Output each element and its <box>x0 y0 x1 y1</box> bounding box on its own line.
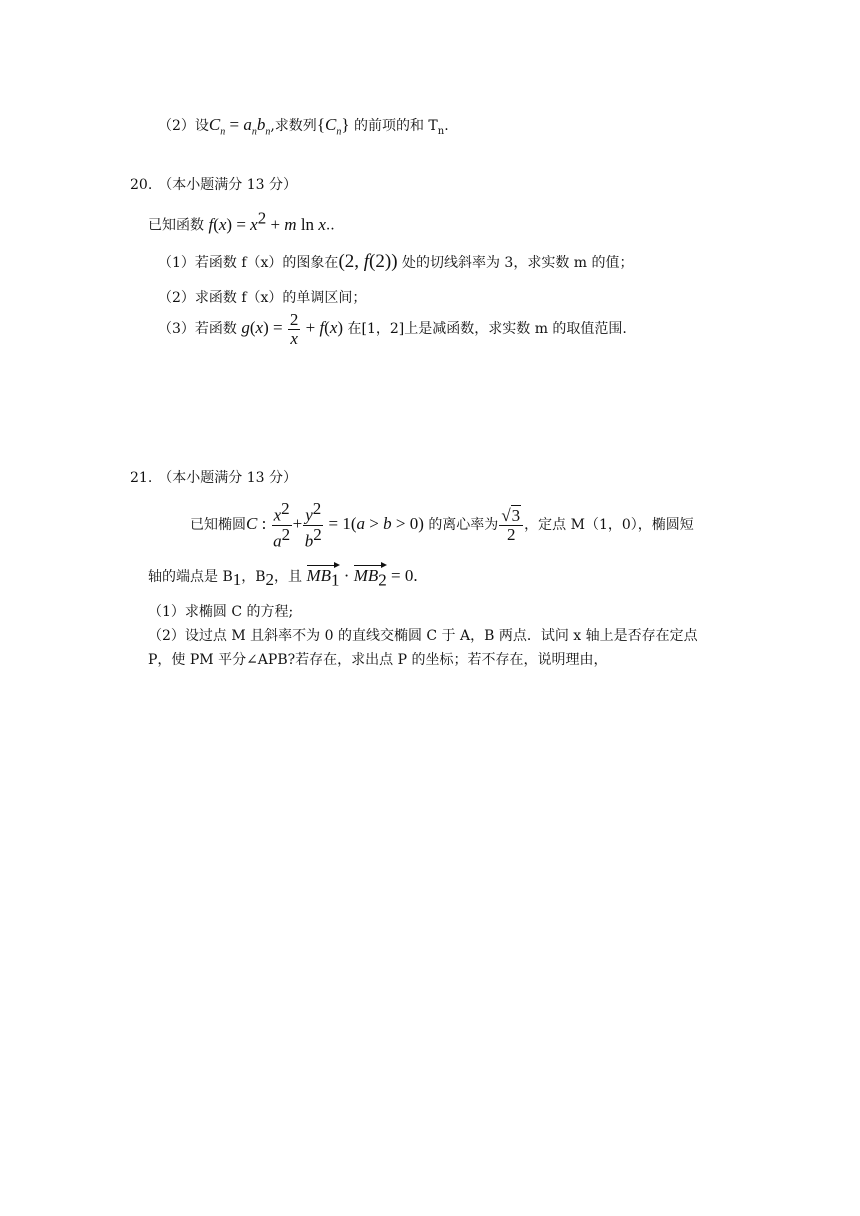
q19-part2-end: . <box>444 118 449 134</box>
q20-part1 <box>158 252 634 273</box>
q19-part2-formula: $C_n = a_nb_n$ <box>208 115 271 138</box>
q21-part2-line1 <box>148 626 698 646</box>
q21-line2-mid: ，B <box>241 569 266 585</box>
q21-frac-y: $\frac{y^2}{b^2}$ <box>304 499 322 551</box>
q20-p2-text: （2）求函数 f（x）的单调区间； <box>158 290 367 306</box>
q21-frac-x: $\frac{x^2}{a^2}$ <box>273 499 291 551</box>
q19-part2-sub: n <box>437 125 445 137</box>
q20-number: 20. <box>130 177 153 193</box>
q21-stem-suffix: ，定点 M（1，0），椭圆短 <box>524 517 694 534</box>
q20-p1-point: (2, f(2)) <box>338 251 398 272</box>
q21-stem-mid: 的离心率为 <box>428 517 499 534</box>
q19-part2-suffix: 的前项的和 T <box>353 118 438 134</box>
q20-p3-suffix: 在[1，2]上是减函数，求实数 m 的取值范围. <box>347 321 627 337</box>
q21-header <box>130 468 297 488</box>
q20-header-text: （本小题满分 13 分） <box>158 177 297 193</box>
q21-vector-equation: $MB_1 \cdot MB_2 = 0$. <box>306 566 418 590</box>
q21-number: 21. <box>130 470 153 486</box>
q21-line2-prefix: 轴的端点是 B <box>148 569 233 585</box>
q21-p2-line2-text: P，使 PM 平分∠APB?若存在，求出点 P 的坐标；若不存在，说明理由， <box>148 652 608 668</box>
q20-header <box>130 175 297 195</box>
q20-p3-prefix: （3）若函数 <box>158 321 237 337</box>
q20-part2 <box>158 288 366 308</box>
q20-stem <box>148 208 335 236</box>
q20-stem-end: .. <box>325 217 335 234</box>
q19-part2 <box>158 115 449 142</box>
q20-p3-fraction: $\frac{2}{x}$ <box>289 309 299 348</box>
q21-ellipse-formula: C : $\frac{x^2}{a^2}$ + $\frac{y^2}{b^2}$ = 1(a > b > 0) <box>246 499 424 551</box>
q21-header-text: （本小题满分 13 分） <box>158 470 297 486</box>
q21-line2-suffix: ，且 <box>274 569 303 585</box>
q20-part3 <box>158 307 627 350</box>
q21-stem <box>190 500 694 550</box>
q21-stem-prefix: 已知椭圆 <box>190 517 246 534</box>
q21-line2: 轴的端点是 $B_1$，$B_2$，且 $MB_1 \cdot MB_2 = 0$. <box>148 566 418 590</box>
q19-part2-seq: $\{C_n\}$ <box>316 115 350 138</box>
q20-stem-formula: $f(x) = x^2 + m$ ln x <box>208 208 326 234</box>
q21-part1 <box>148 602 293 622</box>
q21-p2-line1-text: （2）设过点 M 且斜率不为 0 的直线交椭圆 C 于 A，B 两点．试问 x 轴上是否存在定点 <box>148 628 698 644</box>
q20-p1-suffix: 处的切线斜率为 3，求实数 m 的值； <box>401 255 634 271</box>
q21-part2-line2 <box>148 650 607 670</box>
q19-part2-prefix: （2）设 <box>158 118 209 134</box>
q21-p1-text: （1）求椭圆 C 的方程; <box>148 604 294 620</box>
q21-eccentricity: $\frac{√3}{2}$ <box>499 507 523 544</box>
q20-stem-prefix: 已知函数 <box>148 217 204 234</box>
q20-p1-prefix: （1）若函数 f（x）的图象在 <box>158 255 339 271</box>
q19-part2-mid: ,求数列 <box>270 118 317 134</box>
q20-p3-formula: g(x) = $\frac{2}{x}$ + f(x) <box>241 309 344 348</box>
